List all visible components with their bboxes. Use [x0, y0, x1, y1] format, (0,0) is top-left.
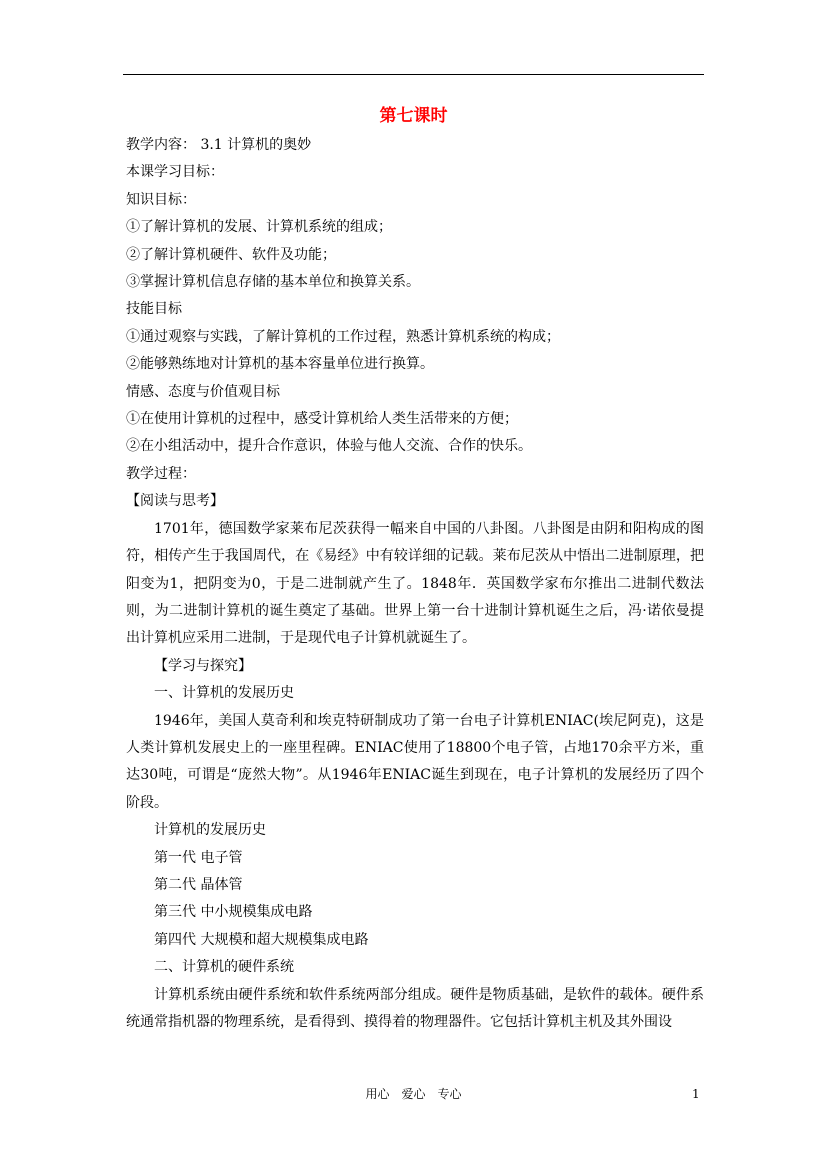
header-rule	[123, 74, 704, 75]
reading-section-heading: 【阅读与思考】	[126, 493, 224, 510]
history-section-heading: 一、计算机的发展历史	[154, 685, 294, 702]
skill-goal-1: ①通过观察与实践，了解计算机的工作过程，熟悉计算机系统的构成；	[126, 328, 560, 345]
page-number: 1	[692, 1087, 700, 1101]
generation-item-4: 第四代 大规模和超大规模集成电路	[154, 931, 369, 948]
knowledge-goal-3: ③掌握计算机信息存储的基本单位和换算关系。	[126, 274, 420, 291]
attitude-goals-heading: 情感、态度与价值观目标	[126, 383, 280, 400]
explore-section-heading: 【学习与探究】	[154, 657, 252, 674]
footer-slogan: 用心 爱心 专心	[365, 1087, 462, 1101]
attitude-goal-2: ②在小组活动中，提升合作意识，体验与他人交流、合作的快乐。	[126, 438, 532, 455]
knowledge-goal-2: ②了解计算机硬件、软件及功能；	[126, 246, 336, 263]
history-list-heading: 计算机的发展历史	[154, 822, 266, 839]
generation-item-3: 第三代 中小规模集成电路	[154, 904, 313, 921]
skill-goal-2: ②能够熟练地对计算机的基本容量单位进行换算。	[126, 356, 434, 373]
eniac-paragraph: 1946年，美国人莫奇利和埃克特研制成功了第一台电子计算机ENIAC(埃尼阿克)，这是人类计算机发展史上的一座里程碑。ENIAC使用了18800个电子管，占地170余平方米，重达30吨，可谓是“庞然大物”。从1946年ENIAC诞生到现在，电子计算机的发展经历了四个阶段。	[126, 712, 704, 811]
skill-goals-heading: 技能目标	[126, 301, 182, 318]
knowledge-goal-1: ①了解计算机的发展、计算机系统的组成；	[126, 219, 392, 236]
hardware-section-heading: 二、计算机的硬件系统	[154, 959, 294, 976]
attitude-goal-1: ①在使用计算机的过程中，感受计算机给人类生活带来的方便；	[126, 411, 518, 428]
page-title: 第七课时	[379, 106, 448, 126]
reading-paragraph: 1701年，德国数学家莱布尼茨获得一幅来自中国的八卦图。八卦图是由阴和阳构成的图符，相传产生于我国周代，在《易经》中有较详细的记载。莱布尼茨从中悟出二进制原理，把阳变为1，把阴变为0，于是二进制就产生了。1848年．英国数学家布尔推出二进制代数法则，为二进制计算机的诞生奠定了基础。世界上第一台十进制计算机诞生之后，冯·诺依曼提出计算机应采用二进制，于是现代电子计算机就诞生了。	[126, 520, 704, 647]
document-body	[126, 132, 704, 1036]
hardware-paragraph: 计算机系统由硬件系统和软件系统两部分组成。硬件是物质基础，是软件的载体。硬件系统通常指机器的物理系统，是看得到、摸得着的物理器件。它包括计算机主机及其外围设	[126, 986, 704, 1030]
knowledge-goals-heading: 知识目标：	[126, 191, 196, 208]
generation-item-2: 第二代 晶体管	[154, 876, 243, 893]
generation-item-1: 第一代 电子管	[154, 849, 243, 866]
teaching-process-heading: 教学过程：	[126, 465, 196, 482]
learning-goals-heading: 本课学习目标：	[126, 164, 224, 181]
lesson-content-line: 教学内容： 3.1 计算机的奥妙	[126, 137, 312, 153]
